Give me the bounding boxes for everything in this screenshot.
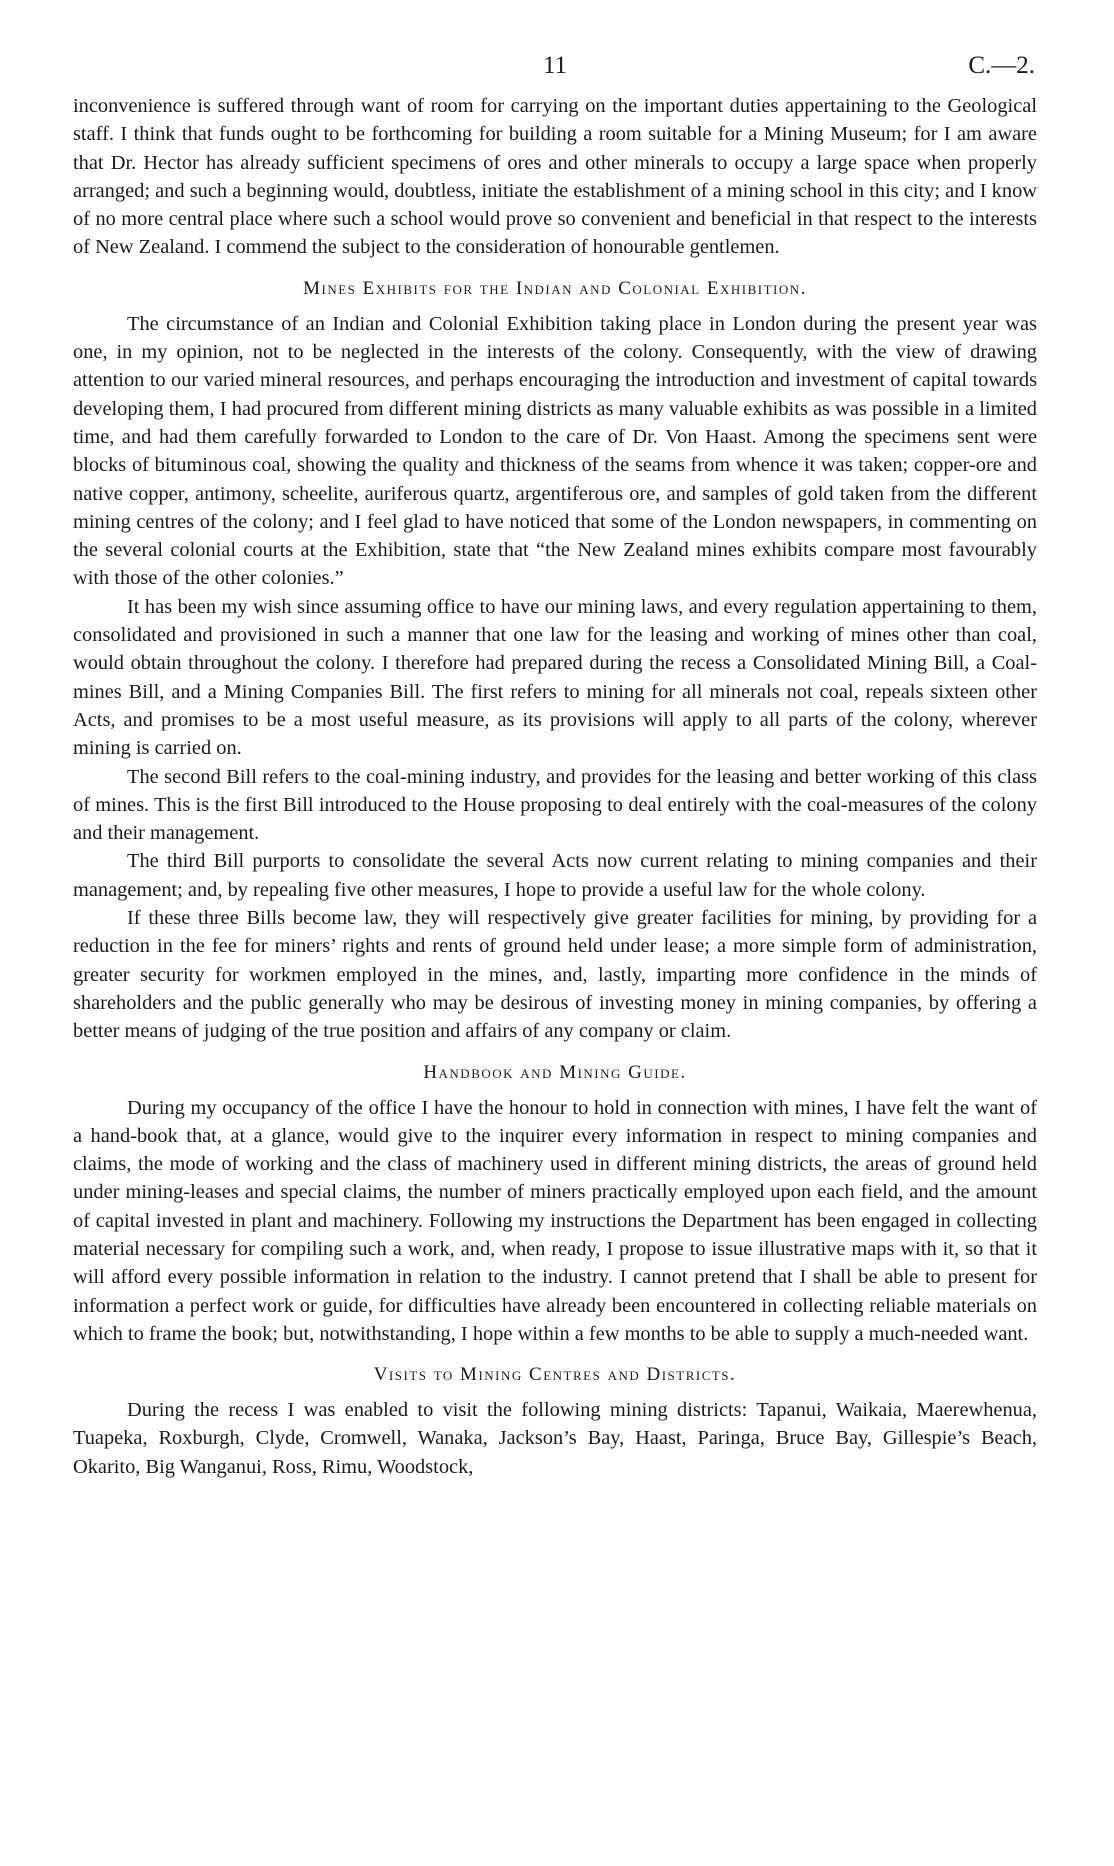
section-heading-mines-exhibits: Mines Exhibits for the Indian and Colonial Exhibition. [303, 277, 807, 299]
handbook-paragraph-1: During my occupancy of the office I have the honour to hold in connection with mines, I have felt the want of a hand-book that, at a glance, would give to the inquirer every information in respect to mining companies and claims, the mode of working and the class of machinery used in different mining districts, the areas of ground held under mining-leases and special claims, the number of miners practically employed upon each field, and the amount of capital invested in plant and machinery. Following my instructions the Department has been engaged in collecting material necessary for compiling such a work, and, when ready, I propose to issue illustrative maps with it, so that it will afford every possible information in relation to the industry. I cannot pretend that I shall be able to present for information a perfect work or guide, for difficulties have already been encountered in collecting reliable materials on which to frame the book; but, notwithstanding, I hope within a few months to be able to supply a much-needed want. [73, 1096, 1037, 1345]
mines-paragraph-5: If these three Bills become law, they will respectively give greater facilities for mining, by providing for a reduction in the fee for miners’ rights and rents of ground held under lease; a more simple form of administration, greater security for workmen employed in the mines, and, lastly, imparting more confidence in the minds of shareholders and the public generally who may be desirous of investing money in mining companies, by offering a better means of judging of the true position and affairs of any company or claim. [73, 907, 1037, 1043]
document-page [73, 52, 1037, 1481]
mines-paragraph-1: The circumstance of an Indian and Colonial Exhibition taking place in London during the present year was one, in my opinion, not to be neglected in the interests of the colony. Consequently, with the view of drawing attention to our varied mineral resources, and perhaps encouraging the introduction and investment of capital towards developing them, I had procured from different mining districts as many valuable exhibits as was possible in a limited time, and had them carefully forwarded to London to the care of Dr. Von Haast. Among the specimens sent were blocks of bituminous coal, showing the quality and thickness of the seams from whence it was taken; copper-ore and native copper, antimony, scheelite, auriferous quartz, argentiferous ore, and samples of gold taken from the different mining centres of the colony; and I feel glad to have noticed that some of the London newspapers, in commenting on the several colonial courts at the Exhibition, state that “the New Zealand mines exhibits compare most favourably with those of the other colonies.” [73, 312, 1037, 590]
mines-paragraph-3: The second Bill refers to the coal-mining industry, and provides for the leasing and better working of this class of mines. This is the first Bill introduced to the House proposing to deal entirely with the coal-measures of the colony and their management. [73, 765, 1037, 845]
mines-paragraph-4: The third Bill purports to consolidate the several Acts now current relating to mining companies and their management; and, by repealing five other measures, I hope to provide a useful law for the whole colony. [73, 850, 1037, 901]
page-header [73, 52, 1037, 92]
document-reference: C.—2. [968, 52, 1035, 79]
intro-paragraph: inconvenience is suffered through want of room for carrying on the important duties appertaining to the Geological staff. I think that funds ought to be forthcoming for building a room suitable for a Mining Museum; for I am aware that Dr. Hector has already sufficient specimens of ores and other minerals to occupy a large space when properly arranged; and such a beginning would, doubtless, initiate the establishment of a mining school in this city; and I know of no more central place where such a school would prove so convenient and beneficial in that respect to the interests of New Zealand. I commend the subject to the consideration of honourable gentlemen. [73, 95, 1037, 259]
section-heading-visits: Visits to Mining Centres and Districts. [373, 1364, 737, 1386]
visits-paragraph-1: During the recess I was enabled to visit the following mining districts: Tapanui, Waikaia, Maerewhenua, Tuapeka, Roxburgh, Clyde, Cromwell, Wanaka, Jackson’s Bay, Haast, Paringa, Bruce Bay, Gillespie’s Beach, Okarito, Big Wanganui, Ross, Rimu, Woodstock, [73, 1399, 1037, 1478]
page-number: 11 [542, 52, 568, 79]
mines-paragraph-2: It has been my wish since assuming office to have our mining laws, and every regulation appertaining to them, consolidated and provisioned in such a manner that one law for the leasing and working of mines other than coal, would obtain throughout the colony. I therefore had prepared during the recess a Consolidated Mining Bill, a Coal-mines Bill, and a Mining Companies Bill. The first refers to mining for all minerals not coal, repeals sixteen other Acts, and promises to be a most useful measure, as its provisions will apply to all parts of the colony, wherever mining is carried on. [73, 595, 1037, 760]
section-heading-handbook: Handbook and Mining Guide. [423, 1061, 687, 1083]
